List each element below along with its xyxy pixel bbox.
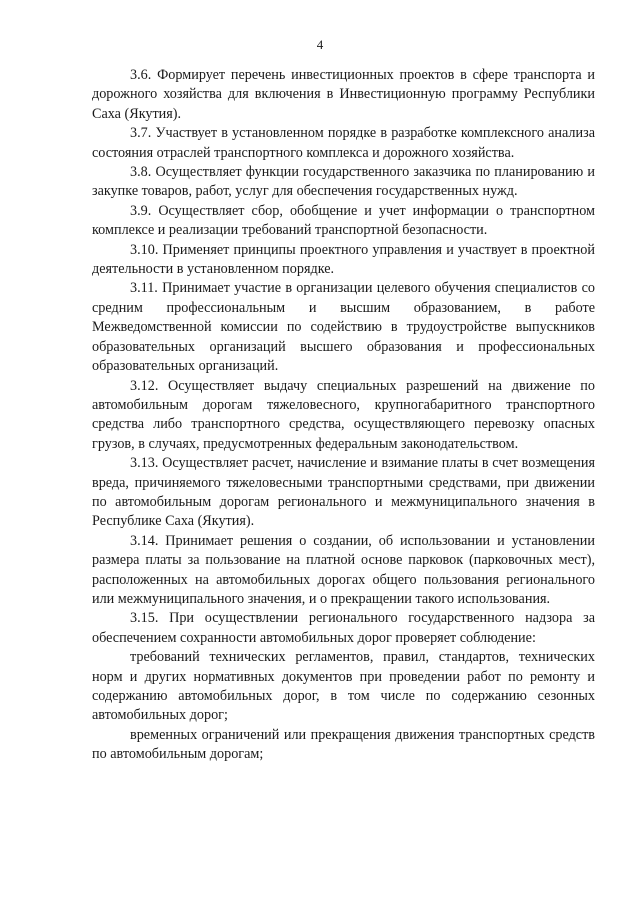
paragraph-3-14: 3.14. Принимает решения о создании, об использовании и установлении размера платы за пользование на платной основе парковок (парковочных мест), расположенных на автомобильных дорогах общего пользования регионального или межмуниципального значения, и о прекращении такого использования. xyxy=(92,532,595,607)
paragraph-3-9: 3.9. Осуществляет сбор, обобщение и учет информации о транспортном комплексе и реализации требований транспортной безопасности. xyxy=(92,202,595,239)
paragraph-3-11: 3.11. Принимает участие в организации целевого обучения специалистов со средним профессиональным и высшим образованием, в работе Межведомственной комиссии по содействию в трудоустройстве выпускников образовательных организаций высшего образования и профессиональных образовательных организаций. xyxy=(92,280,595,375)
paragraph-3-13: 3.13. Осуществляет расчет, начисление и взимание платы в счет возмещения вреда, причиняемого тяжеловесными транспортными средствами, при движении по автомобильным дорогам регионального и межмуниципального значения в Республике Саха (Якутия). xyxy=(92,455,595,530)
paragraph-3-15-item-1: требований технических регламентов, правил, стандартов, технических норм и других нормативных документов при проведении работ по ремонту и содержанию автомобильных дорог, в том числе по содержанию сезонных автомобильных дорог; xyxy=(92,649,595,724)
paragraph-3-10: 3.10. Применяет принципы проектного управления и участвует в проектной деятельности в установленном порядке. xyxy=(92,241,595,278)
document-body xyxy=(92,66,595,765)
paragraph-3-7: 3.7. Участвует в установленном порядке в разработке комплексного анализа состояния отраслей транспортного комплекса и дорожного хозяйства. xyxy=(92,125,595,161)
paragraph-3-6: 3.6. Формирует перечень инвестиционных проектов в сфере транспорта и дорожного хозяйства для включения в Инвестиционную программу Республики Саха (Якутия). xyxy=(92,67,595,122)
paragraph-3-15: 3.15. При осуществлении регионального государственного надзора за обеспечением сохранности автомобильных дорог проверяет соблюдение: xyxy=(92,610,595,646)
paragraph-3-12: 3.12. Осуществляет выдачу специальных разрешений на движение по автомобильным дорогам тяжеловесного, крупногабаритного транспортного средства либо транспортного средства, осуществляющего перевозку опасных грузов, в случаях, предусмотренных федеральным законодательством. xyxy=(92,377,595,452)
page-number: 4 xyxy=(316,37,324,52)
paragraph-3-8: 3.8. Осуществляет функции государственного заказчика по планированию и закупке товаров, работ, услуг для обеспечения государственных нужд. xyxy=(92,164,595,200)
paragraph-3-15-item-2: временных ограничений или прекращения движения транспортных средств по автомобильным дорогам; xyxy=(92,726,595,763)
